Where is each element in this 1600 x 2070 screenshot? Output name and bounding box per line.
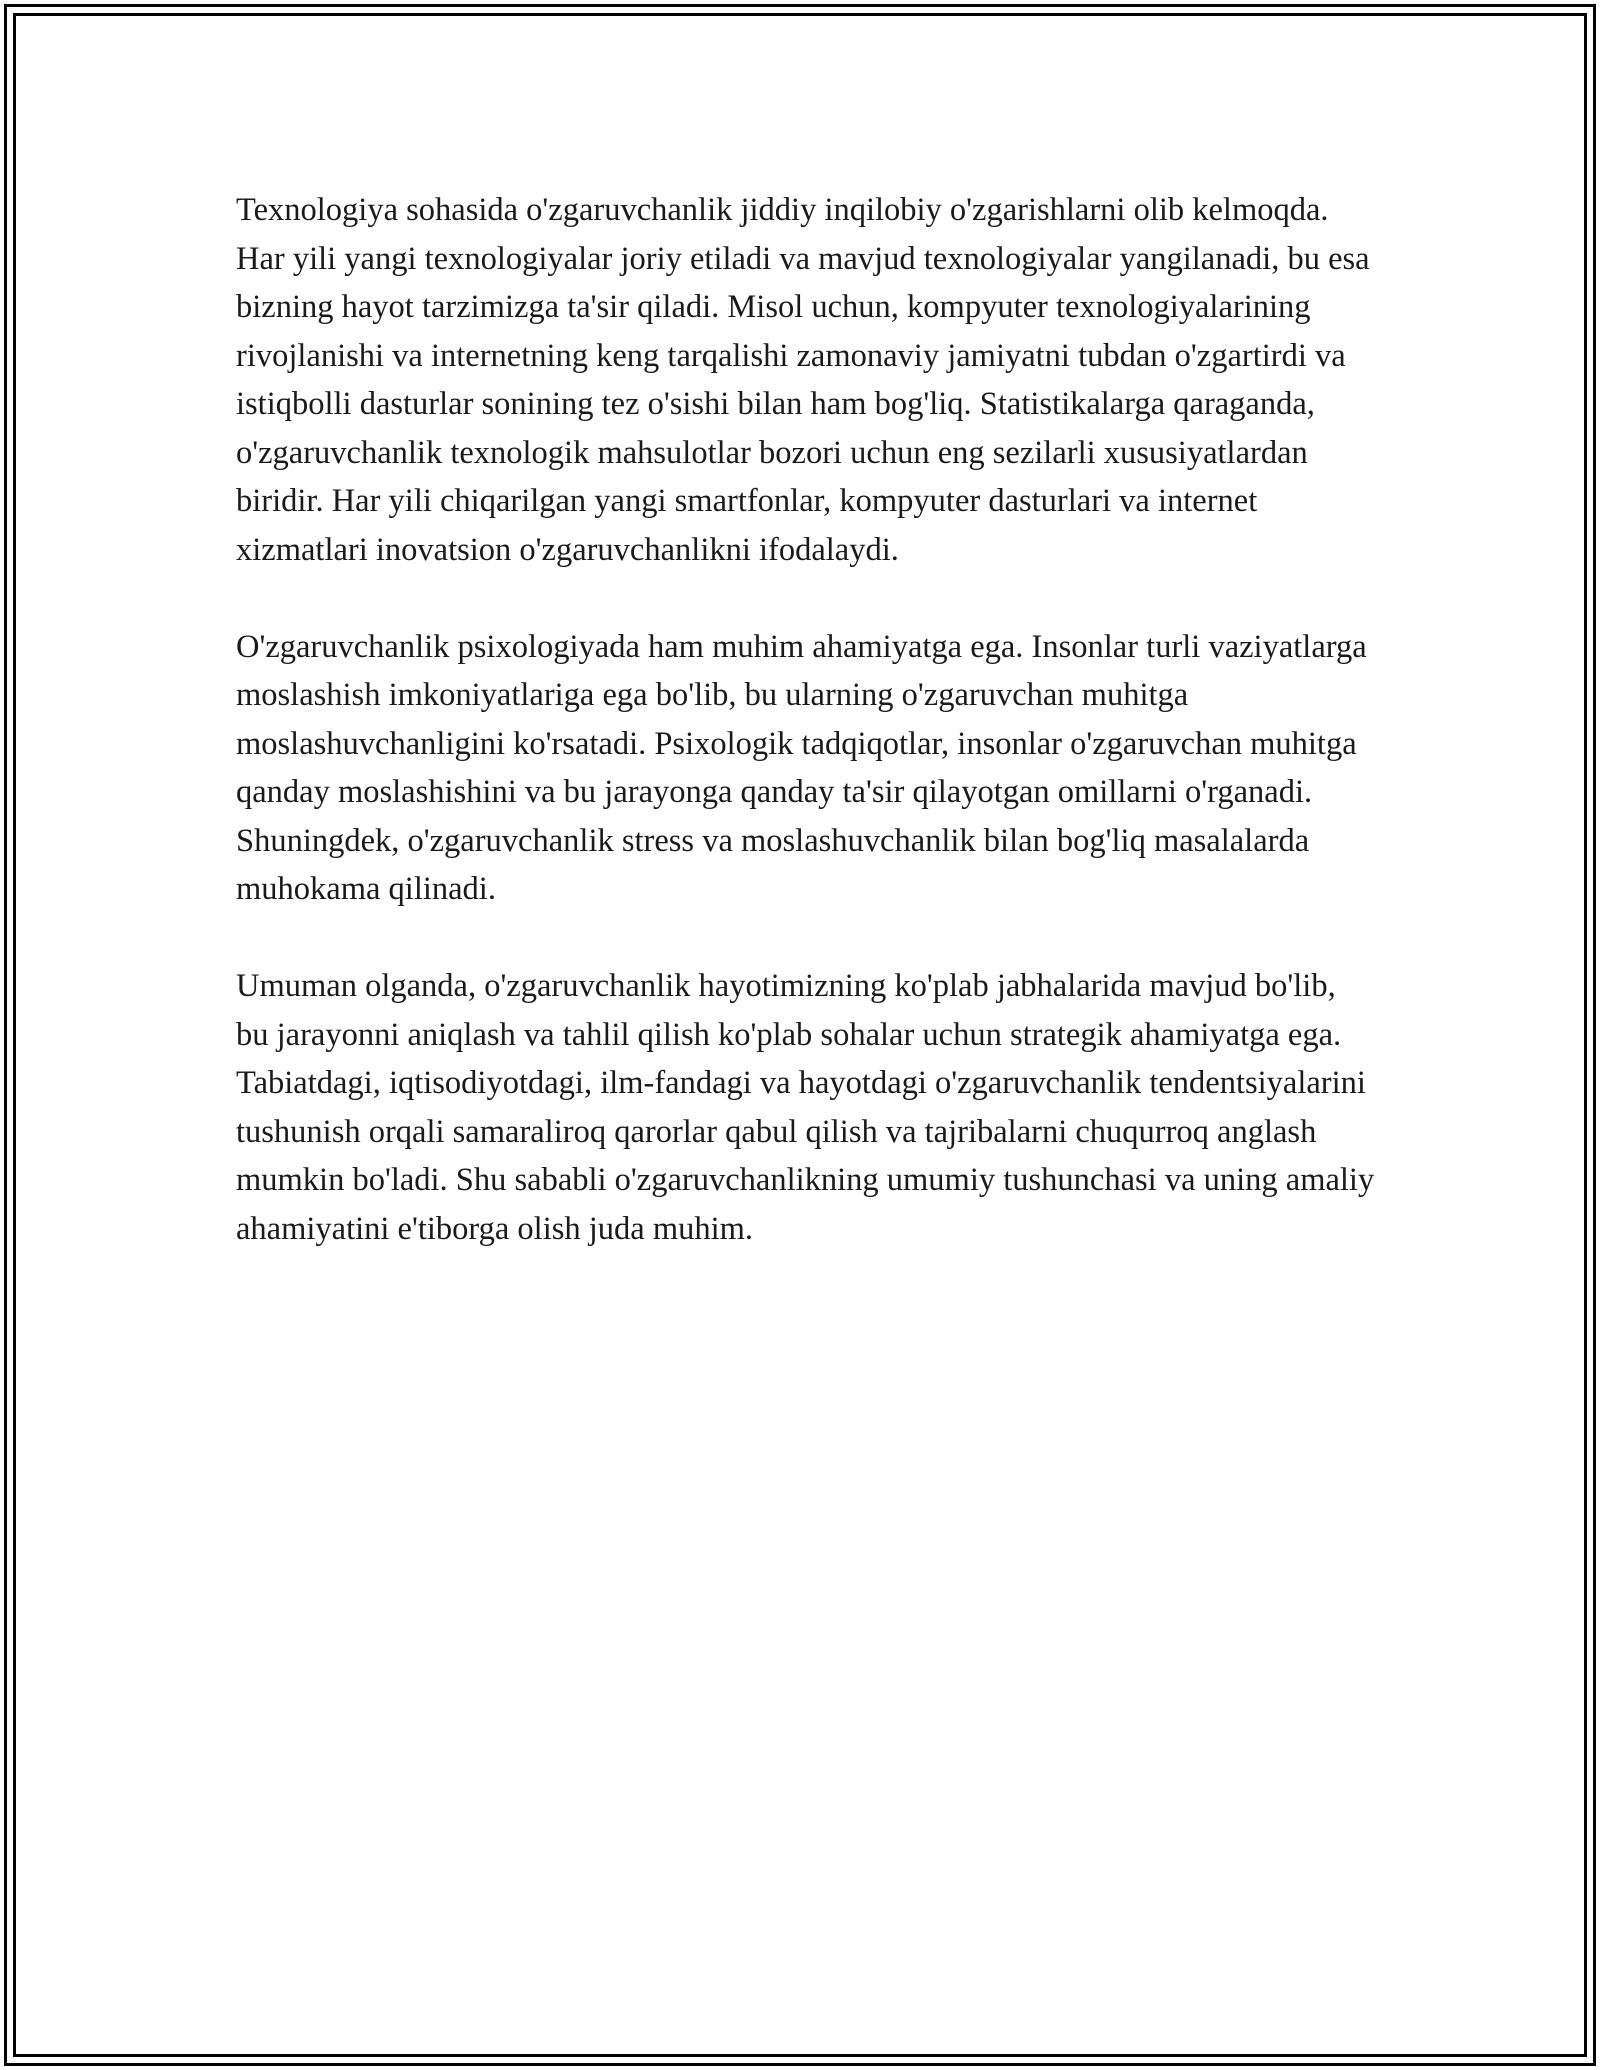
- paragraph-psychology: O'zgaruvchanlik psixologiyada ham muhim ahamiyatga ega. Insonlar turli vaziyatlarga moslashish imkoniyatlariga ega bo'lib, bu ularning o'zgaruvchan muhitga moslashuvchanligini ko'rsatadi. Psixologik tadqiqotlar, insonlar o'zgaruvchan muhitga qanday moslashishini va bu jarayonga qanday ta'sir qilayotgan omillarni o'rganadi. Shuningdek, o'zgaruvchanlik stress va moslashuvchanlik bilan bog'liq masalalarda muhokama qilinadi.: [236, 628, 1367, 907]
- document-body: [236, 186, 1376, 1302]
- paragraph-conclusion: Umuman olganda, o'zgaruvchanlik hayotimizning ko'plab jabhalarida mavjud bo'lib, bu jarayonni aniqlash va tahlil qilish ko'plab sohalar uchun strategik ahamiyatga ega. Tabiatdagi, iqtisodiyotdagi, ilm-fandagi va hayotdagi o'zgaruvchanlik tendentsiyalarini tushunish orqali samaraliroq qarorlar qabul qilish va tajribalarni chuqurroq anglash mumkin bo'ladi. Shu sababli o'zgaruvchanlikning umumiy tushunchasi va uning amaliy ahamiyatini e'tiborga olish juda muhim.: [236, 968, 1375, 1247]
- paragraph-technology: Texnologiya sohasida o'zgaruvchanlik jiddiy inqilobiy o'zgarishlarni olib kelmoqda. Har yili yangi texnologiyalar joriy etiladi va mavjud texnologiyalar yangilanadi, bu esa bizning hayot tarzimizga ta'sir qiladi. Misol uchun, kompyuter texnologiyalarining rivojlanishi va internetning keng tarqalishi zamonaviy jamiyatni tubdan o'zgartirdi va istiqbolli dasturlar sonining tez o'sishi bilan ham bog'liq. Statistikalarga qaraganda, o'zgaruvchanlik texnologik mahsulotlar bozori uchun eng sezilarli xususiyatlardan biridir. Har yili chiqarilgan yangi smartfonlar, kompyuter dasturlari va internet xizmatlari inovatsion o'zgaruvchanlikni ifodalaydi.: [236, 192, 1370, 568]
